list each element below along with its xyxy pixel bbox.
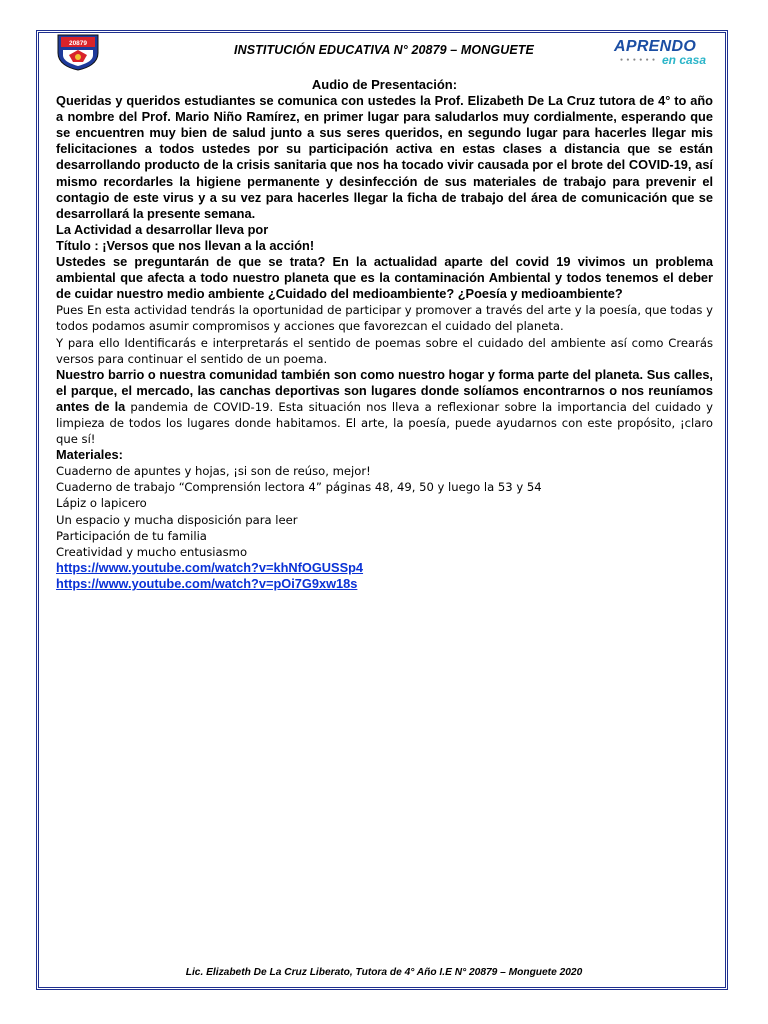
- materials-item: Cuaderno de trabajo “Comprensión lectora 4” páginas 48, 49, 50 y luego la 53 y 54: [56, 480, 542, 495]
- youtube-link-1[interactable]: https://www.youtube.com/watch?v=khNfOGUSSp4: [56, 559, 364, 575]
- document-body: [56, 77, 713, 592]
- materials-item: Lápiz o lapicero: [56, 496, 147, 511]
- institution-title: INSTITUCIÓN EDUCATIVA N° 20879 – MONGUETE: [234, 43, 534, 57]
- section-title: Audio de Presentación:: [311, 77, 458, 92]
- logo-main-text: APRENDO: [614, 38, 697, 55]
- materials-item: Cuaderno de apuntes y hojas, ¡si son de reúso, mejor!: [56, 464, 371, 479]
- logo-sub-text: en casa: [662, 53, 707, 67]
- youtube-link-2[interactable]: https://www.youtube.com/watch?v=pOi7G9xw18s: [56, 575, 358, 591]
- page-footer: Lic. Elizabeth De La Cruz Liberato, Tutora de 4° Año I.E N° 20879 – Monguete 2020: [185, 967, 583, 978]
- identify-paragraph: Y para ello Identificarás e interpretarás el sentido de poemas sobre el cuidado del ambiente así como Crearás versos para continuar el sentido de un poema.: [56, 335, 713, 366]
- activity-title: Título : ¡Versos que nos llevan a la acción!: [56, 237, 315, 253]
- materials-item: Creatividad y mucho entusiasmo: [56, 544, 248, 559]
- materials-heading: Materiales:: [56, 447, 123, 463]
- neighborhood-paragraph: [56, 367, 713, 447]
- intro-paragraph: Queridas y queridos estudiantes se comunica con ustedes la Prof. Elizabeth De La Cruz tutora de 4° to año a nombre del Prof. Mario Niño Ramírez, en primer lugar para saludarlos muy cordialmente, esperando que se encuentren muy bien de salud junto a sus seres queridos, en segundo lugar para hacerles llegar mis felicitaciones a todos ustedes por su participación activa en estas clases a distancia que se están desarrollando producto de la crisis sanitaria que nos ha tocado vivir causada por el brote del COVID-19, así mismo recordarles la higiene permanente y desinfección de sus materiales de trabajo para prevenir el contagio de este virus y a su vez para hacerles llegar la ficha de trabajo del área de comunicación que se desarrollará la presente semana.: [56, 93, 713, 221]
- neighborhood-bold-text: Nuestro barrio o nuestra comunidad también son como nuestro hogar y forma parte del planeta. Sus calles, el parque, el mercado, las canchas deportivas son lugares donde solíamos encontrarnos o nos reuníamos antes de la: [56, 366, 713, 414]
- activity-line: La Actividad a desarrollar lleva por: [56, 221, 269, 237]
- opportunity-paragraph: Pues En esta actividad tendrás la oportunidad de participar y promover a través del arte y la poesía, que todas y todos podamos asumir compromisos y acciones que favorezcan el cuidado del planeta.: [56, 303, 713, 334]
- logo-dots-icon: ● ● ● ● ● ●: [620, 57, 657, 63]
- question-paragraph: Ustedes se preguntarán de que se trata? En la actualidad aparte del covid 19 vivimos un problema ambiental que afecta a todo nuestro planeta que es la contaminación Ambiental y todos tenemos el deber de cuidar nuestro medio ambiente ¿Cuidado del medioambiente? ¿Poesía y medioambiente?: [56, 254, 713, 302]
- materials-item: Participación de tu familia: [56, 528, 207, 543]
- neighborhood-regular-text: pandemia de COVID-19. Esta situación nos lleva a reflexionar sobre la importancia del cuidado y limpieza de todos los lugares donde habitamos. El arte, la poesía, puede ayudarnos con este propósito, ¡claro que sí!: [56, 399, 713, 447]
- materials-item: Un espacio y mucha disposición para leer: [56, 512, 298, 527]
- aprendo-en-casa-logo: [612, 38, 712, 72]
- crest-number: 20879: [68, 40, 88, 47]
